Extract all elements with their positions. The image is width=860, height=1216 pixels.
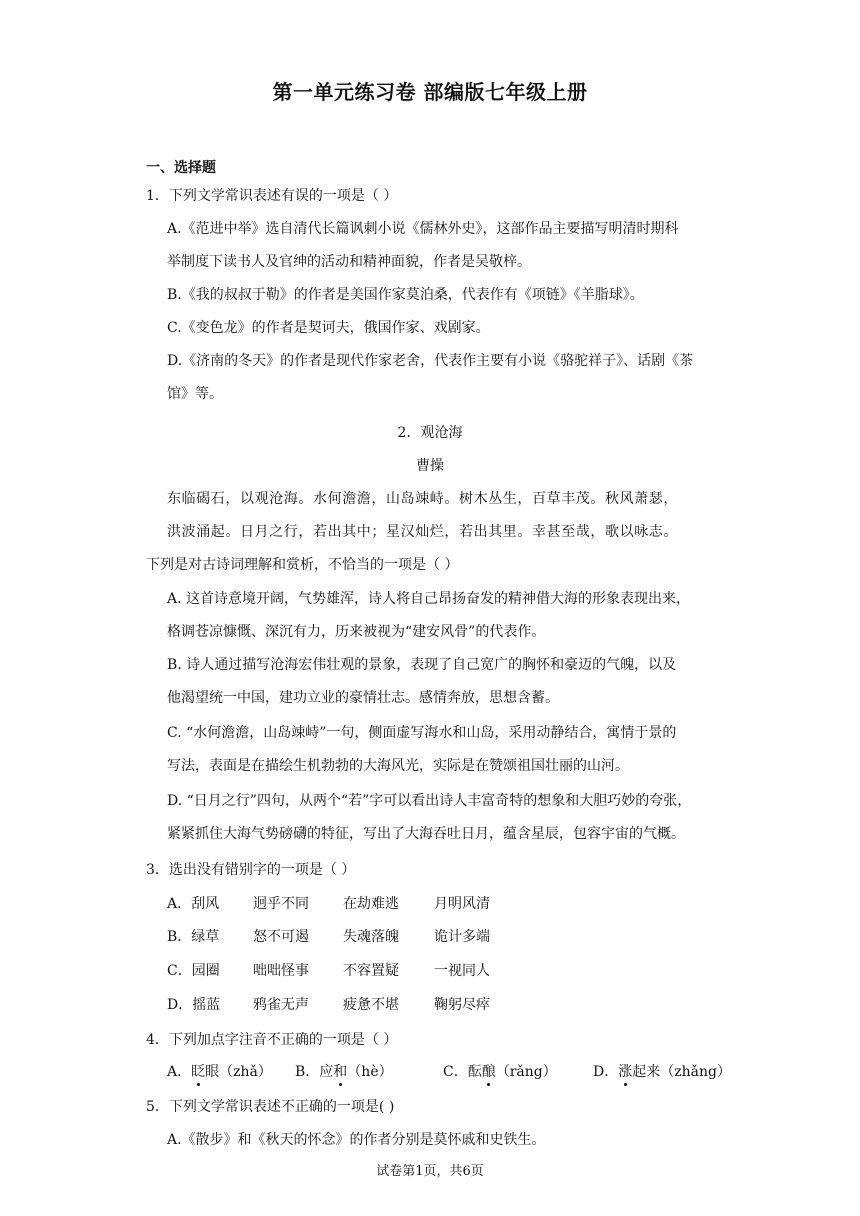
q1-option-b: B.《我的叔叔于勒》的作者是美国作家莫泊桑，代表作有《项链》《羊脂球》。: [167, 287, 644, 303]
q3-cell: 疲惫不堪: [343, 997, 399, 1013]
q3-cell: C．园圈: [167, 963, 220, 979]
q4-b-pre: B．应: [295, 1064, 334, 1080]
q5-stem: 5．下列文学常识表述不正确的一项是( ): [146, 1099, 395, 1115]
page-title: 第一单元练习卷 部编版七年级上册: [272, 80, 588, 104]
q2-option-b-line2: 他渴望统一中国，建功立业的豪情壮志。感情奔放，思想含蓄。: [167, 690, 559, 706]
q3-option-row: [167, 961, 490, 981]
q3-option-row: [167, 894, 490, 914]
q1-option-c: C.《变色龙》的作者是契诃夫，俄国作家、戏剧家。: [167, 320, 490, 336]
q4-d-pre: D．: [593, 1064, 619, 1080]
page-footer: 试卷第1页，共6页: [376, 1164, 484, 1179]
q2-option-d-line1: D. “日月之行”四句，从两个“若”字可以看出诗人丰富奇特的想象和大胆巧妙的夸张，: [167, 793, 692, 809]
q4-option-b: [295, 1062, 443, 1082]
q4-c-post: （rǎng）: [495, 1064, 557, 1080]
q1-option-a-line2: 举制度下读书人及官绅的活动和精神面貌，作者是吴敬梓。: [167, 254, 531, 270]
q2-option-c-line2: 写法，表面是在描绘生机勃勃的大海风光，实际是在赞颂祖国壮丽的山河。: [167, 758, 629, 774]
q4-b-dotted-char: 和: [333, 1064, 348, 1080]
q2-option-c-line1: C. “水何澹澹，山岛竦峙”一句，侧面虚写海水和山岛，采用动静结合，寓情于景的: [167, 725, 677, 741]
q3-cell: 一视同人: [434, 963, 490, 979]
q3-cell: A．刮风: [167, 896, 220, 912]
q2-option-a-line1: A. 这首诗意境开阔，气势雄浑，诗人将自己昂扬奋发的精神借大海的形象表现出来，: [167, 591, 691, 607]
q3-cell: 怒不可遏: [253, 929, 309, 945]
section-heading: 一、选择题: [146, 160, 216, 176]
q2-option-b-line1: B. 诗人通过描写沧海宏伟壮观的景象，表现了自己宽广的胸怀和豪迈的气魄，以及: [167, 657, 677, 673]
q3-cell: 诡计多端: [434, 929, 490, 945]
q4-options: [167, 1062, 731, 1082]
q4-option-c: [443, 1062, 593, 1082]
q1-option-d-line2: 馆》等。: [167, 386, 223, 402]
q2-poem-line1: 东临碣石，以观沧海。水何澹澹，山岛竦峙。树木丛生，百草丰茂。秋风萧瑟，: [167, 491, 678, 507]
q1-option-a-line1: A.《范进中举》选自清代长篇讽刺小说《儒林外史》，这部作品主要描写明清时期科: [167, 221, 679, 237]
q4-d-post: 起来（zhǎng）: [632, 1064, 731, 1080]
q4-option-a: [167, 1062, 295, 1082]
q4-c-pre: C．酝: [443, 1064, 482, 1080]
q2-poem-line2: 洪波涌起。日月之行，若出其中；星汉灿烂，若出其里。幸甚至哉，歌以咏志。: [167, 524, 678, 540]
q3-cell: 失魂落魄: [343, 929, 399, 945]
q2-option-a-line2: 格调苍凉慷慨、深沉有力，历来被视为“建安风骨”的代表作。: [167, 624, 546, 640]
q2-poem-author: 曹操: [416, 458, 444, 474]
q4-c-dotted-char: 酿: [481, 1064, 496, 1080]
q5-option-a: A.《散步》和《秋天的怀念》的作者分别是莫怀戚和史铁生。: [167, 1132, 546, 1148]
q3-stem: 3．选出没有错别字的一项是（ ）: [146, 862, 356, 878]
q1-stem: 1．下列文学常识表述有误的一项是（ ）: [146, 188, 398, 204]
q4-a-pre: A．: [167, 1064, 192, 1080]
q4-stem: 4．下列加点字注音不正确的一项是（ ）: [146, 1032, 398, 1048]
q2-option-d-line2: 紧紧抓住大海气势磅礴的特征，写出了大海吞吐日月，蕴含星辰，包容宇宙的气概。: [167, 826, 685, 842]
q3-cell: B．绿草: [167, 929, 220, 945]
q3-option-row: [167, 995, 490, 1015]
q4-option-d: [593, 1062, 731, 1082]
q3-cell: 不容置疑: [343, 963, 399, 979]
q2-stem: 下列是对古诗词理解和赏析，不恰当的一项是（ ）: [146, 557, 459, 573]
q4-a-dotted-char: 眨: [191, 1064, 206, 1080]
q3-option-row: [167, 927, 490, 947]
q3-cell: 鸦雀无声: [253, 997, 309, 1013]
q4-b-post: （hè）: [347, 1064, 393, 1080]
q2-poem-title: 2．观沧海: [397, 425, 463, 441]
q3-cell: D．摇蓝: [167, 997, 221, 1013]
q3-cell: 咄咄怪事: [253, 963, 309, 979]
q4-a-post: 眼（zhǎ）: [205, 1064, 272, 1080]
q1-option-d-line1: D.《济南的冬天》的作者是现代作家老舍，代表作主要有小说《骆驼祥子》、话剧《茶: [167, 353, 694, 369]
q4-d-dotted-char: 涨: [618, 1064, 633, 1080]
q3-cell: 月明风清: [434, 896, 490, 912]
q3-cell: 鞠躬尽瘁: [434, 997, 490, 1013]
q3-cell: 在劫难逃: [343, 896, 399, 912]
q3-cell: 迥乎不同: [253, 896, 309, 912]
